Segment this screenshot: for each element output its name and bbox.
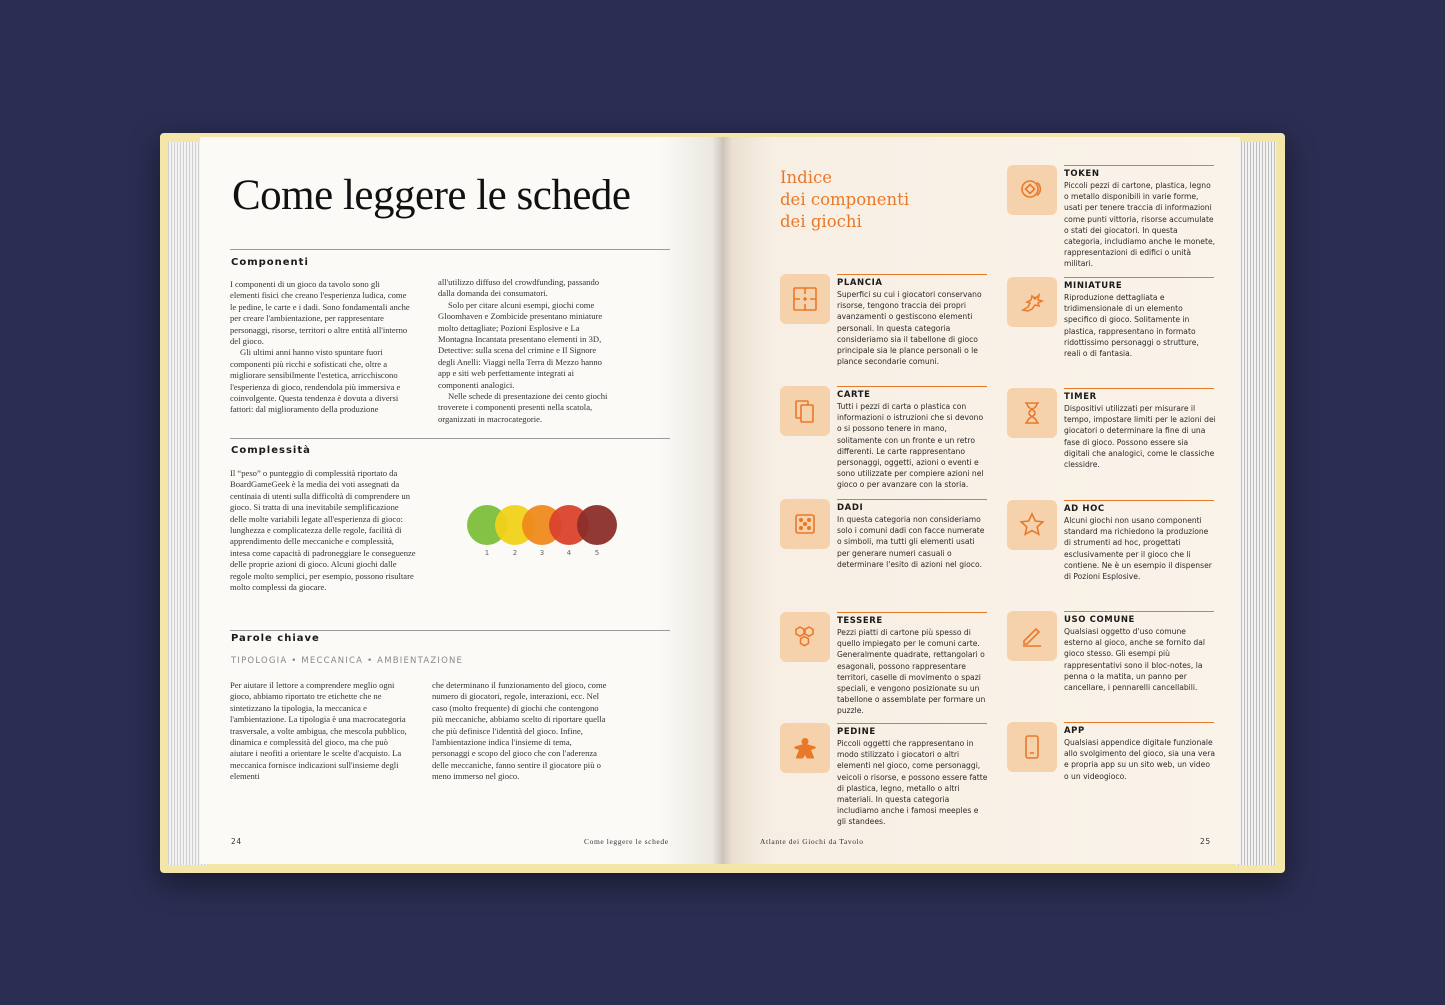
pencil-icon: [1007, 611, 1057, 661]
item-name: PLANCIA: [837, 278, 883, 288]
item-rule: [1064, 500, 1214, 501]
item-description: Dispositivi utilizzati per misurare il tempo, impostare limiti per le azioni dei giocatori o determinare la fine di una fase di gioco. Possono essere sia digitali che analogici, come le classiche clessidre.: [1064, 404, 1216, 470]
item-description: Piccoli pezzi di cartone, plastica, legno o metallo disponibili in varie forme, usati per tenere traccia di informazioni come punti vittoria, risorse accumulate o stati dei giocatori. In questa categoria, includiamo anche le monete, rappresentazioni di edifici o unità militari.: [1064, 181, 1216, 269]
parole-column-1: Per aiutare il lettore a comprendere meglio ogni gioco, abbiamo riportato tre etichette che ne sintetizzano la tipologia, la meccanica e l'ambientazione. La tipologia è una macrocategoria trasversale, a volte ambigua, che mescola pubblico, dinamica e complessità del gioco, ma che può aiutare i neofiti a orientare le scelte d'acquisto. La meccanica fornisce indicazioni sull'insieme degli elementi: [230, 680, 407, 782]
item-name: AD HOC: [1064, 504, 1105, 514]
page-edges-right: [1236, 142, 1276, 865]
running-head: Atlante dei Giochi da Tavolo: [760, 837, 864, 846]
item-rule: [1064, 388, 1214, 389]
token-icon: [1007, 165, 1057, 215]
right-page: [722, 137, 1240, 864]
meeple-icon: [780, 723, 830, 773]
section-heading-complessita: Complessità: [231, 445, 311, 456]
phone-icon: [1007, 722, 1057, 772]
divider: [230, 249, 670, 250]
complexity-scale: [467, 505, 627, 567]
item-description: In questa categoria non consideriamo solo i comuni dadi con facce numerate o simboli, ma tutti gli elementi usati per generare numeri casuali o determinare l'esito di azioni nel gioco.: [837, 515, 985, 569]
tiles-icon: [780, 612, 830, 662]
component-item-tessere: [780, 612, 990, 716]
item-name: MINIATURE: [1064, 281, 1123, 291]
complessita-text: Il “peso” o punteggio di complessità riportato da BoardGameGeek è la media dei voti assegnati da centinaia di utenti sulla difficoltà di comprendere un gioco. Si tratta di una inevitabile semplificazione delle molte variabili legate all'esperienza di gioco: lunghezza e complicatezza delle regole, facilità di apprendimento delle meccaniche e complessità, intesa come capacità di padroneggiare le conseguenze delle proprie azioni di gioco. Alcuni giochi dalle regole molto semplici, per esempio, possono risultare molto complessi da giocare.: [230, 468, 416, 593]
running-head: Come leggere le schede: [584, 837, 669, 846]
item-name: TESSERE: [837, 616, 883, 626]
index-title-line: dei giochi: [780, 212, 862, 231]
item-description: Alcuni giochi non usano componenti standard ma richiedono la produzione di strumenti ad hoc, progettati esclusivamente per il gioco che li contiene. Ne è un esempio il dispenser di Pozioni Esplosive.: [1064, 516, 1212, 582]
complexity-label: 5: [594, 549, 600, 557]
index-title: [780, 167, 909, 233]
dragon-icon: [1007, 277, 1057, 327]
paragraph: Nelle schede di presentazione dei cento giochi troverete i componenti presenti nella scatola, organizzati in macrocategorie.: [438, 391, 608, 424]
item-rule: [837, 499, 987, 500]
item-rule: [837, 386, 987, 387]
page-number: 25: [1200, 837, 1211, 846]
complexity-label: 3: [539, 549, 545, 557]
page-number: 24: [231, 837, 242, 846]
left-page: [200, 137, 722, 864]
board-icon: [780, 274, 830, 324]
paragraph: I componenti di un gioco da tavolo sono gli elementi fisici che creano l'esperienza ludica, come le pedine, le carte e i dadi. Sono fondamentali anche per creare l'ambientazione, per rappresentare personaggi, risorse, territori o altre entità all'interno del gioco.: [230, 279, 410, 347]
item-rule: [837, 723, 987, 724]
divider: [230, 438, 670, 439]
hourglass-icon: [1007, 388, 1057, 438]
item-description: Qualsiasi oggetto d'uso comune esterno al gioco, anche se fornito dal gioco stesso. Gli esempi più rappresentativi sono il bloc-notes, la penna o la matita, un panno per cancellare, i pennarelli cancellabili.: [1064, 627, 1205, 693]
component-item-plancia: [780, 274, 990, 374]
item-rule: [1064, 165, 1214, 166]
complexity-label: 4: [566, 549, 572, 557]
component-item-app: [1007, 722, 1217, 802]
item-rule: [1064, 722, 1214, 723]
componenti-column-1: [230, 279, 410, 416]
index-title-line: Indice: [780, 168, 832, 187]
item-name: APP: [1064, 726, 1085, 736]
item-name: CARTE: [837, 390, 871, 400]
item-rule: [1064, 277, 1214, 278]
item-rule: [837, 612, 987, 613]
complexity-label: 1: [484, 549, 490, 557]
item-description: Superfici su cui i giocatori conservano risorse, tengono traccia dei propri avanzamenti o gestiscono elementi personali. In questa categoria consideriamo sia il tabellone di gioco principale sia le plance personali o le plance secondarie comuni.: [837, 290, 982, 367]
item-name: USO COMUNE: [1064, 615, 1135, 625]
component-item-token: [1007, 165, 1217, 269]
item-description: Riproduzione dettagliata e tridimensionale di un elemento specifico di gioco. Solitamente in plastica, rappresentano in formato ridottissimo personaggi o strutture, reali o di fantasia.: [1064, 293, 1199, 359]
paragraph: Solo per citare alcuni esempi, giochi come Gloomhaven e Zombicide presentano miniature molto dettagliate; Pozioni Esplosive e La Montagna Incantata presentano elementi in 3D, Detective: sulla scena del crimine e Il Signore degli Anelli: Viaggi nella Terra di Mezzo hanno app e siti web perfettamente integrati ai componenti analogici.: [438, 299, 603, 390]
book-gutter: [712, 137, 732, 864]
item-description: Qualsiasi appendice digitale funzionale allo svolgimento del gioco, sia una vera e propria app su un sito web, un video o un videogioco.: [1064, 738, 1215, 781]
item-name: TIMER: [1064, 392, 1097, 402]
component-item-uso-comune: [1007, 611, 1217, 701]
complexity-label: 2: [512, 549, 518, 557]
divider: [230, 630, 670, 631]
paragraph: all'utilizzo diffuso del crowdfunding, passando dalla domanda dei consumatori.: [438, 277, 600, 299]
component-item-pedine: [780, 723, 990, 827]
dice-icon: [780, 499, 830, 549]
item-name: DADI: [837, 503, 864, 513]
page-title: Come leggere le schede: [232, 172, 631, 219]
star-icon: [1007, 500, 1057, 550]
item-name: PEDINE: [837, 727, 876, 737]
item-rule: [837, 274, 987, 275]
keywords-line: TIPOLOGIA • MECCANICA • AMBIENTAZIONE: [231, 656, 464, 666]
item-name: TOKEN: [1064, 169, 1100, 179]
component-item-ad-hoc: [1007, 500, 1217, 590]
parole-column-2: che determinano il funzionamento del gioco, come numero di giocatori, regole, interazioni, ecc. Nel caso (molto frequente) di giochi che contengono più meccaniche, abbiamo scelto di riportare quella che più definisce l'identità del gioco. Infine, l'ambientazione indica l'insieme di tema, personaggi e scopo del gioco che con l'aderenza delle meccaniche, fanno sentire il giocatore più o meno immerso nel gioco.: [432, 680, 607, 782]
item-description: Tutti i pezzi di carta o plastica con informazioni o istruzioni che si devono o si possono tenere in mano, solitamente con un fronte e un retro differenti. Le carte rappresentano personaggi, oggetti, azioni o eventi e sono utilizzate per compiere azioni nel gioco o per avanzare con la storia.: [837, 402, 984, 490]
section-heading-parole-chiave: Parole chiave: [231, 633, 320, 644]
component-item-dadi: [780, 499, 990, 589]
section-heading-componenti: Componenti: [231, 257, 309, 268]
componenti-column-2: [438, 277, 613, 425]
complexity-circle-5: [577, 505, 617, 545]
component-item-carte: [780, 386, 990, 490]
item-description: Pezzi piatti di cartone più spesso di quello impiegato per le comuni carte. Generalmente quadrate, rettangolari o esagonali, possono rappresentare territori, caselle di movimento o spazi speciali, e vengono posizionate su un tabellone o assemblate per formare un puzzle.: [837, 628, 986, 716]
component-item-miniature: [1007, 277, 1217, 367]
component-item-timer: [1007, 388, 1217, 478]
paragraph: Gli ultimi anni hanno visto spuntare fuori componenti più ricchi e sofisticati che, oltre a migliorare sensibilmente l'estetica, arricchiscono l'esperienza di gioco, rendendola più immersiva e coinvolgente. Questa tendenza è dovuta a diversi fattori: dal miglioramento della produzione: [230, 347, 401, 415]
cards-icon: [780, 386, 830, 436]
item-rule: [1064, 611, 1214, 612]
item-description: Piccoli oggetti che rappresentano in modo stilizzato i giocatori o altri elementi nel gioco, come personaggi, veicoli o risorse, e possono essere fatte di plastica, legno, metallo o altri materiali. In questa categoria includiamo anche i famosi meeples e gli standees.: [837, 739, 988, 827]
index-title-line: dei componenti: [780, 190, 910, 209]
